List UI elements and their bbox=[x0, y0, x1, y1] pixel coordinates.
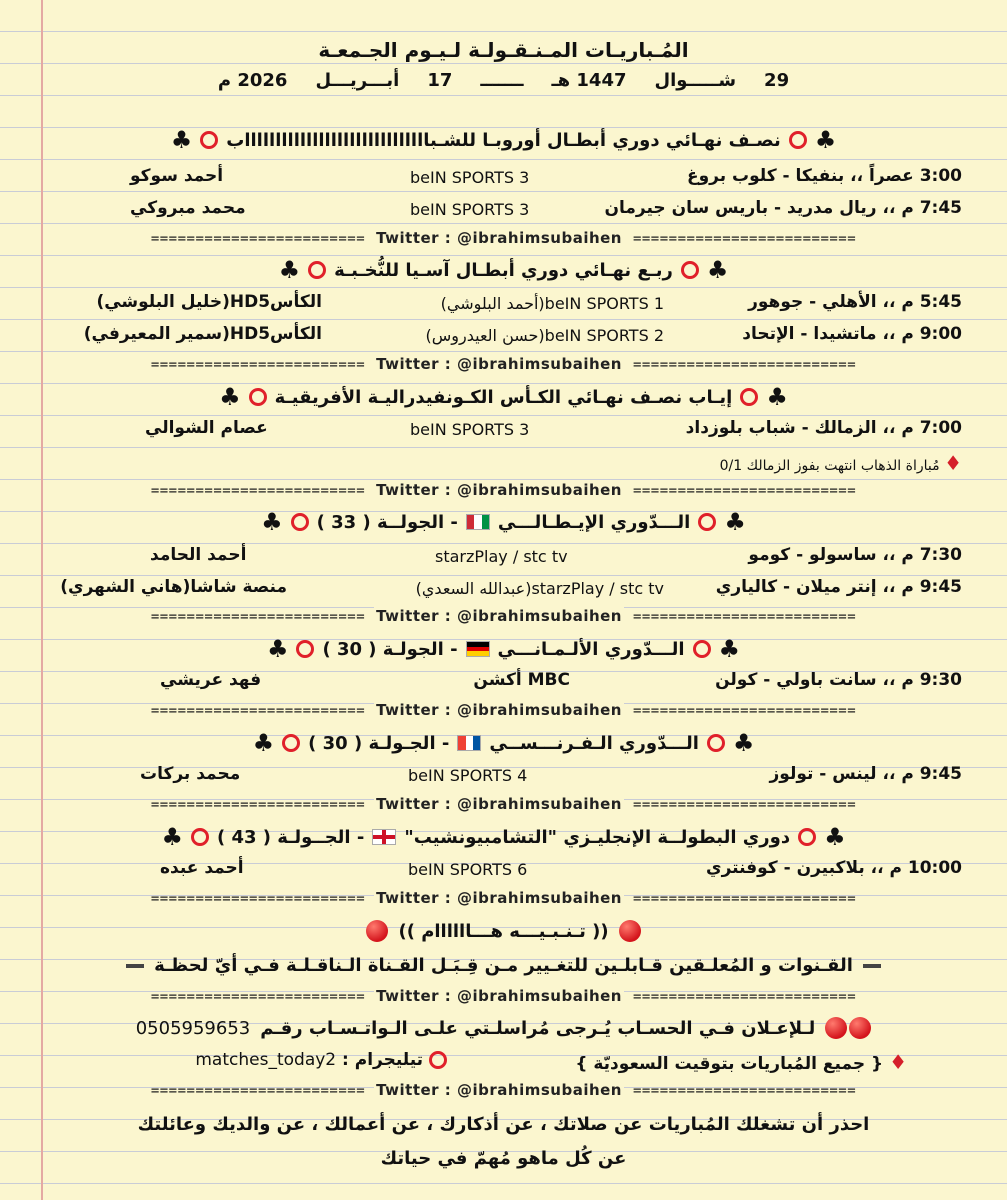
dash-icon bbox=[863, 964, 881, 968]
ring-icon bbox=[693, 640, 711, 658]
hijri-year: 1447 هـ bbox=[551, 70, 627, 91]
match-time: 10:00 م ،، بلاكبيرن - كوفنتري bbox=[705, 858, 962, 878]
footer-line-2: عن كُل ماهو مُهمّ في حياتك bbox=[380, 1148, 627, 1169]
twitter-handle[interactable]: Twitter : @ibrahimsubaihen bbox=[376, 889, 622, 907]
greg-month: أبـــريـــل bbox=[315, 70, 400, 91]
date-line: 29شـــــوال1447 هــــــــ17أبـــريـــل2026 م bbox=[217, 70, 790, 91]
round-label: - الجـولـة ( 30 ) bbox=[308, 732, 450, 754]
twitter-handle[interactable]: Twitter : @ibrahimsubaihen bbox=[376, 355, 622, 373]
warning-title: (( تـنـبـيـــه هـــاااااام )) bbox=[398, 920, 609, 942]
england-flag-icon bbox=[372, 829, 396, 845]
ring-icon bbox=[249, 388, 267, 406]
match-channel: starzPlay / stc tv(عبدالله السعدي) bbox=[415, 579, 664, 598]
club-icon: ♣ bbox=[706, 256, 729, 284]
section-serie-a bbox=[0, 510, 1007, 534]
match-time: 9:00 م ،، ماتشيدا - الإتحاد bbox=[742, 324, 962, 344]
club-icon: ♣ bbox=[814, 126, 837, 154]
match-teams: بلاكبيرن - كوفنتري bbox=[705, 858, 865, 878]
warning-title-row bbox=[0, 920, 1007, 942]
match-time: 9:30 م ،، سانت باولي - كولن bbox=[715, 670, 962, 690]
warning-text-row bbox=[0, 955, 1007, 976]
twitter-handle[interactable]: Twitter : @ibrahimsubaihen bbox=[376, 701, 622, 719]
greg-year: 2026 م bbox=[217, 70, 288, 91]
match-commentator: محمد بركات bbox=[140, 764, 241, 784]
match-teams: الأهلي - جوهور bbox=[748, 292, 877, 312]
section-title: الـــدّوري الألـمـانـــي bbox=[497, 638, 685, 660]
club-icon: ♣ bbox=[732, 729, 755, 757]
match-channel: MBC أكشن bbox=[473, 670, 570, 690]
match-time: 9:45 م ،، لينس - تولوز bbox=[769, 764, 962, 784]
twitter-handle[interactable]: Twitter : @ibrahimsubaihen bbox=[376, 795, 622, 813]
match-teams: ريال مدريد - باريس سان جيرمان bbox=[604, 198, 877, 218]
separator: ======================== Twitter : @ibrahimsubaihen ========================= bbox=[150, 795, 857, 813]
ring-icon bbox=[789, 131, 807, 149]
separator: ======================== Twitter : @ibrahimsubaihen ========================= bbox=[150, 229, 857, 247]
red-ball-icon bbox=[619, 920, 641, 942]
match-alt-channel: الكأسHD5(سمير المعيرفي) bbox=[83, 324, 322, 344]
club-icon: ♣ bbox=[724, 508, 746, 536]
section-title: نصـف نهـائي دوري أبطـال أوروبـا للشـبااااااااااااااااااااااااااااااب bbox=[226, 129, 781, 151]
red-ball-icon bbox=[849, 1017, 871, 1039]
match-teams: ساسولو - كومو bbox=[748, 545, 877, 565]
match-channel: beIN SPORTS 3 bbox=[410, 200, 530, 219]
section-ligue-1 bbox=[0, 731, 1007, 755]
hijri-month: شـــــوال bbox=[654, 70, 737, 91]
match-channel: beIN SPORTS 6 bbox=[408, 860, 528, 879]
match-alt-channel: الكأسHD5(خليل البلوشي) bbox=[96, 292, 322, 312]
dash-icon bbox=[126, 964, 144, 968]
ring-icon bbox=[200, 131, 218, 149]
round-label: - الجولــة ( 33 ) bbox=[316, 511, 458, 533]
ring-icon bbox=[282, 734, 300, 752]
match-channel: beIN SPORTS 4 bbox=[408, 766, 528, 785]
separator: ======================== Twitter : @ibrahimsubaihen ========================= bbox=[150, 607, 857, 625]
match-commentator: أحمد الحامد bbox=[150, 545, 247, 565]
twitter-handle[interactable]: Twitter : @ibrahimsubaihen bbox=[376, 987, 622, 1005]
ring-icon bbox=[191, 828, 209, 846]
club-icon: ♣ bbox=[824, 823, 846, 851]
hijri-day: 29 bbox=[764, 70, 790, 91]
match-commentator: محمد مبروكي bbox=[130, 198, 246, 218]
section-title: إيـاب نصـف نهـائي الكـأس الكـونفيدراليـة الأفريقيـة bbox=[274, 386, 733, 408]
section-championship bbox=[0, 825, 1007, 849]
section-bundesliga bbox=[0, 637, 1007, 661]
separator: ======================== Twitter : @ibrahimsubaihen ========================= bbox=[150, 481, 857, 499]
telegram-channel[interactable]: matches_today2 bbox=[195, 1050, 337, 1070]
match-time: 7:00 م ،، الزمالك - شباب بلوزداد bbox=[685, 418, 962, 438]
twitter-handle[interactable]: Twitter : @ibrahimsubaihen bbox=[376, 607, 622, 625]
greg-day: 17 bbox=[427, 70, 453, 91]
match-alt-channel: منصة شاشا(هاني الشهري) bbox=[60, 577, 287, 597]
match-time: 7:30 م ،، ساسولو - كومو bbox=[748, 545, 962, 565]
section-title: الـــدّوري الإيـطـالـــي bbox=[497, 511, 691, 533]
ring-icon bbox=[296, 640, 314, 658]
section-title: الـــدّوري الـفـرنـــســي bbox=[489, 732, 699, 754]
section-title: ربـع نهـائي دوري أبطـال آسـيا للنُّخـبـة bbox=[334, 259, 673, 281]
france-flag-icon bbox=[457, 735, 481, 751]
whatsapp-number[interactable]: 0505959653 bbox=[135, 1017, 251, 1039]
separator: ======================== Twitter : @ibrahimsubaihen ========================= bbox=[150, 889, 857, 907]
ring-icon bbox=[429, 1051, 447, 1069]
italy-flag-icon bbox=[466, 514, 490, 530]
match-time: 5:45 م ،، الأهلي - جوهور bbox=[748, 292, 962, 312]
club-icon: ♣ bbox=[261, 508, 283, 536]
club-icon: ♣ bbox=[161, 823, 183, 851]
page-title: المُـباريـات المـنـقـولـة لـيـوم الجـمعـة bbox=[318, 38, 689, 62]
match-channel: beIN SPORTS 2(حسن العيدروس) bbox=[425, 326, 664, 345]
match-commentator: أحمد سوكو bbox=[130, 166, 224, 186]
match-time: 3:00 عصراً ،، بنفيكا - كلوب بروغ bbox=[686, 166, 962, 186]
warning-text: القـنوات و المُعلـقين قـابلـين للتغـيير مـن قِـبَـل القـناة الـناقـلـة فـي أيّ لحظـة bbox=[154, 955, 853, 976]
timezone-note: ♦ { جميع المُباريات بتوقيت السعوديّة } bbox=[575, 1050, 907, 1074]
match-teams: ماتشيدا - الإتحاد bbox=[742, 324, 877, 344]
diamond-icon: ♦ bbox=[889, 1050, 907, 1074]
match-teams: الزمالك - شباب بلوزداد bbox=[685, 418, 877, 438]
match-time: 9:45 م ،، إنتر ميلان - كالياري bbox=[715, 577, 962, 597]
club-icon: ♣ bbox=[219, 383, 241, 411]
round-label: - الجــولـة ( 43 ) bbox=[216, 826, 365, 848]
section-youth-league bbox=[0, 128, 1007, 152]
club-icon: ♣ bbox=[266, 635, 289, 663]
club-icon: ♣ bbox=[278, 256, 301, 284]
match-teams: إنتر ميلان - كالياري bbox=[715, 577, 877, 597]
section-caf bbox=[0, 385, 1007, 409]
ads-text: لـلإعـلان فـي الحسـاب يُـرجى مُراسلـتي علـى الـواتـسـاب رقـم bbox=[260, 1017, 816, 1039]
red-ball-icon bbox=[825, 1017, 847, 1039]
telegram-row bbox=[195, 1050, 447, 1070]
section-title: دوري البطولــة الإنجليـزي "التشامبيونشيب" bbox=[404, 826, 791, 848]
red-ball-icon bbox=[366, 920, 388, 942]
match-commentator: عصام الشوالي bbox=[145, 418, 268, 438]
twitter-handle[interactable]: Twitter : @ibrahimsubaihen bbox=[376, 1081, 622, 1099]
separator: ======================== Twitter : @ibrahimsubaihen ========================= bbox=[150, 987, 857, 1005]
ring-icon bbox=[681, 261, 699, 279]
ring-icon bbox=[698, 513, 716, 531]
ring-icon bbox=[798, 828, 816, 846]
footer-line-1: احذر أن تشغلك المُباريات عن صلاتك ، عن أذكارك ، عن أعمالك ، عن والديك وعائلتك bbox=[137, 1114, 870, 1135]
match-time: 7:45 م ،، ريال مدريد - باريس سان جيرمان bbox=[604, 198, 962, 218]
ring-icon bbox=[308, 261, 326, 279]
ring-icon bbox=[291, 513, 309, 531]
twitter-handle[interactable]: Twitter : @ibrahimsubaihen bbox=[376, 481, 622, 499]
separator: ======================== Twitter : @ibrahimsubaihen ========================= bbox=[150, 701, 857, 719]
separator: ======================== Twitter : @ibrahimsubaihen ========================= bbox=[150, 355, 857, 373]
germany-flag-icon bbox=[466, 641, 490, 657]
separator: ======================== Twitter : @ibrahimsubaihen ========================= bbox=[150, 1081, 857, 1099]
round-label: - الجولـة ( 30 ) bbox=[322, 638, 458, 660]
ring-icon bbox=[740, 388, 758, 406]
match-commentator: أحمد عبده bbox=[160, 858, 244, 878]
club-icon: ♣ bbox=[170, 126, 193, 154]
match-note: ♦ مُباراة الذهاب انتهت بفوز الزمالك 0/1 bbox=[719, 451, 962, 475]
section-afc bbox=[0, 258, 1007, 282]
club-icon: ♣ bbox=[252, 729, 275, 757]
twitter-handle[interactable]: Twitter : @ibrahimsubaihen bbox=[376, 229, 622, 247]
match-channel: beIN SPORTS 1(أحمد البلوشي) bbox=[440, 294, 664, 313]
match-channel: beIN SPORTS 3 bbox=[410, 168, 530, 187]
club-icon: ♣ bbox=[718, 635, 741, 663]
match-teams: سانت باولي - كولن bbox=[715, 670, 877, 690]
match-channel: starzPlay / stc tv bbox=[435, 547, 568, 566]
match-teams: لينس - تولوز bbox=[769, 764, 877, 784]
diamond-icon: ♦ bbox=[944, 451, 962, 475]
match-commentator: فهد عريشي bbox=[160, 670, 262, 690]
club-icon: ♣ bbox=[766, 383, 788, 411]
ads-row bbox=[0, 1017, 1007, 1039]
telegram-label: تيليجرام : bbox=[342, 1050, 424, 1070]
match-channel: beIN SPORTS 3 bbox=[410, 420, 530, 439]
match-teams: بنفيكا - كلوب بروغ bbox=[686, 166, 845, 186]
ring-icon bbox=[707, 734, 725, 752]
